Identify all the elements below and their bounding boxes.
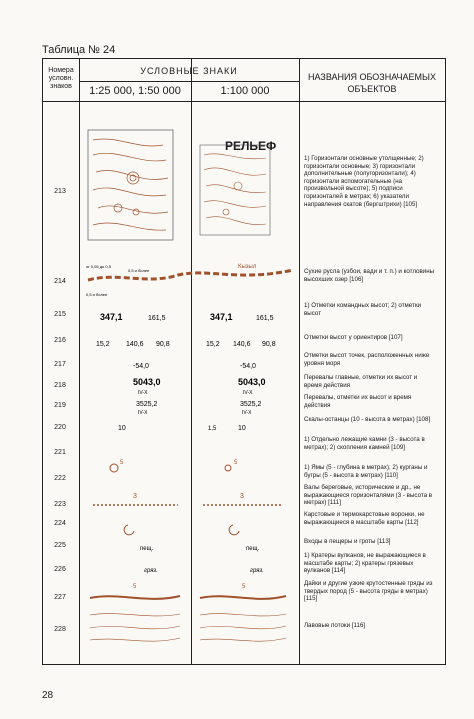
row-number: 224 [54,520,66,527]
legend-symbols [78,100,298,660]
label: 347,1 [210,312,233,322]
row-description: Перевалы, отметки их высот и время действия [304,394,412,409]
page-number: 28 [42,690,54,701]
header-names: НАЗВАНИЯ ОБОЗНАЧАЕМЫХ ОБЪЕКТОВ [307,72,437,94]
pit-icon [225,465,231,471]
table-title: Таблица № 24 [42,44,116,56]
row-number: 214 [54,278,66,285]
contour-map-small [200,145,270,235]
row-description: 1) Кратеры вулканов, не выражающиеся в масштабе карты; 2) кратеры грязевых вулканов [114] [304,552,426,575]
label: пещ. [246,546,260,552]
label: 90,8 [262,341,276,348]
row-number: 218 [54,382,66,389]
lava-flow-pattern [90,614,286,642]
label: IV-X [242,410,252,416]
label: ог 0,05 до 0,5 [86,264,111,269]
row-description: Карстовые и термокарстовые воронки, не выражающиеся в масштабе карты [112] [304,511,425,526]
landmark-elevations [96,341,276,348]
contour-map-large [88,130,173,240]
label: 3525,2 [240,401,262,408]
row-number: 215 [54,311,66,318]
label: Кызыл [238,264,257,270]
label: 10 [238,425,246,432]
label: 3 [133,493,137,500]
row-description: Входы в пещеры и гроты [113] [304,538,391,545]
row-description: 1) Отметки командных высот; 2) отметки высот [304,302,422,317]
row-number: 223 [54,501,66,508]
header-divider [79,81,299,82]
label: 3 [240,493,244,500]
label: 161,5 [256,315,274,322]
row-number: 226 [54,566,66,573]
label: -54,0 [240,363,256,370]
row-number: 222 [54,475,66,482]
row-number: 217 [54,361,66,368]
label: 5043,0 [238,377,266,387]
row-description: 1) Отдельно лежащие камни (3 - высота в метрах); 2) скопления камней [109] [304,436,425,451]
label: пещ. [140,546,154,552]
pit-icon [110,464,118,472]
label: IV-X [243,390,253,396]
row-description: Отметки высот точек, расположенных ниже уровня моря [304,352,430,367]
label: гряз. [250,568,264,574]
label: IV-X [138,410,148,416]
label: 90,8 [156,341,170,348]
column-divider [299,59,300,664]
dike-line [200,596,286,599]
header-signs: УСЛОВНЫЕ ЗНАКИ [140,66,238,76]
dike-line [90,596,180,599]
row-description: Перевалы главные, отметки их высот и время действия [304,374,418,389]
row-description: Отметки высот у ориентиров [107] [304,334,403,341]
row-description: Валы береговые, исторические и др., не выражающиеся горизонталями (3 - высота в метрах) [111] [304,484,433,507]
row-numbers [42,0,78,719]
sinkhole-icon [229,525,239,535]
label: 10 [118,425,126,432]
elevation-marks [100,312,274,322]
header-scale-1: 1:25 000, 1:50 000 [89,85,181,97]
label: IV-X [138,390,148,396]
row-number: 228 [54,626,66,633]
label: 140,6 [233,341,251,348]
row-description: 1) Горизонтали основные утолщенные; 2) горизонтали основные; 3) горизонтали дополнительные (полугоризонтали); 4) горизонтали вспомогательные (на произвольной высоте); 5) подписи горизонталей в метрах; 6) указатели направления скатов (бергштрихи) [105] [304,155,424,208]
row-number: 220 [54,424,66,431]
sinkhole-icon [124,525,134,535]
label: гряз. [144,568,158,574]
label: 0,5 и более [128,268,150,273]
label: 5 [242,584,246,590]
section-title: РЕЛЬЕФ [225,139,277,153]
label: -54,0 [133,363,149,370]
label: 1,5 [208,426,217,432]
label: 0,5 и более [86,292,108,297]
label: 140,6 [126,341,144,348]
row-number: 227 [54,594,66,601]
label: 5 [133,584,137,590]
label: 161,5 [148,315,166,322]
label: 15,2 [206,341,220,348]
row-description: Скалы-останцы (10 - высота в метрах) [108] [304,416,431,423]
label: 5043,0 [133,377,161,387]
row-number: 221 [54,449,66,456]
row-description: Лавовые потоки [116] [304,622,366,629]
row-description: Дайки и другие узкие крутостенные гряды из твердых пород (5 - высота гряды в метрах) [115] [304,580,433,603]
label: 347,1 [100,312,123,322]
row-number: 225 [54,542,66,549]
row-description: 1) Ямы (5 - глубина в метрах); 2) курганы и бугры (5 - высота в метрах) [110] [304,464,428,479]
row-number: 219 [54,402,66,409]
row-number: 216 [54,337,66,344]
row-description: Сухие русла (узбои, вади и т. п.) и котловины высохших озер [106] [304,268,435,283]
header-scale-2: 1:100 000 [220,85,270,97]
label: 5 [234,460,238,466]
row-number: 213 [54,188,66,195]
header-numbers: Номера условн. знаков [48,67,74,90]
label: 3525,2 [136,401,158,408]
label: 15,2 [96,341,110,348]
dry-riverbed [86,264,293,297]
label: 5 [120,460,124,466]
